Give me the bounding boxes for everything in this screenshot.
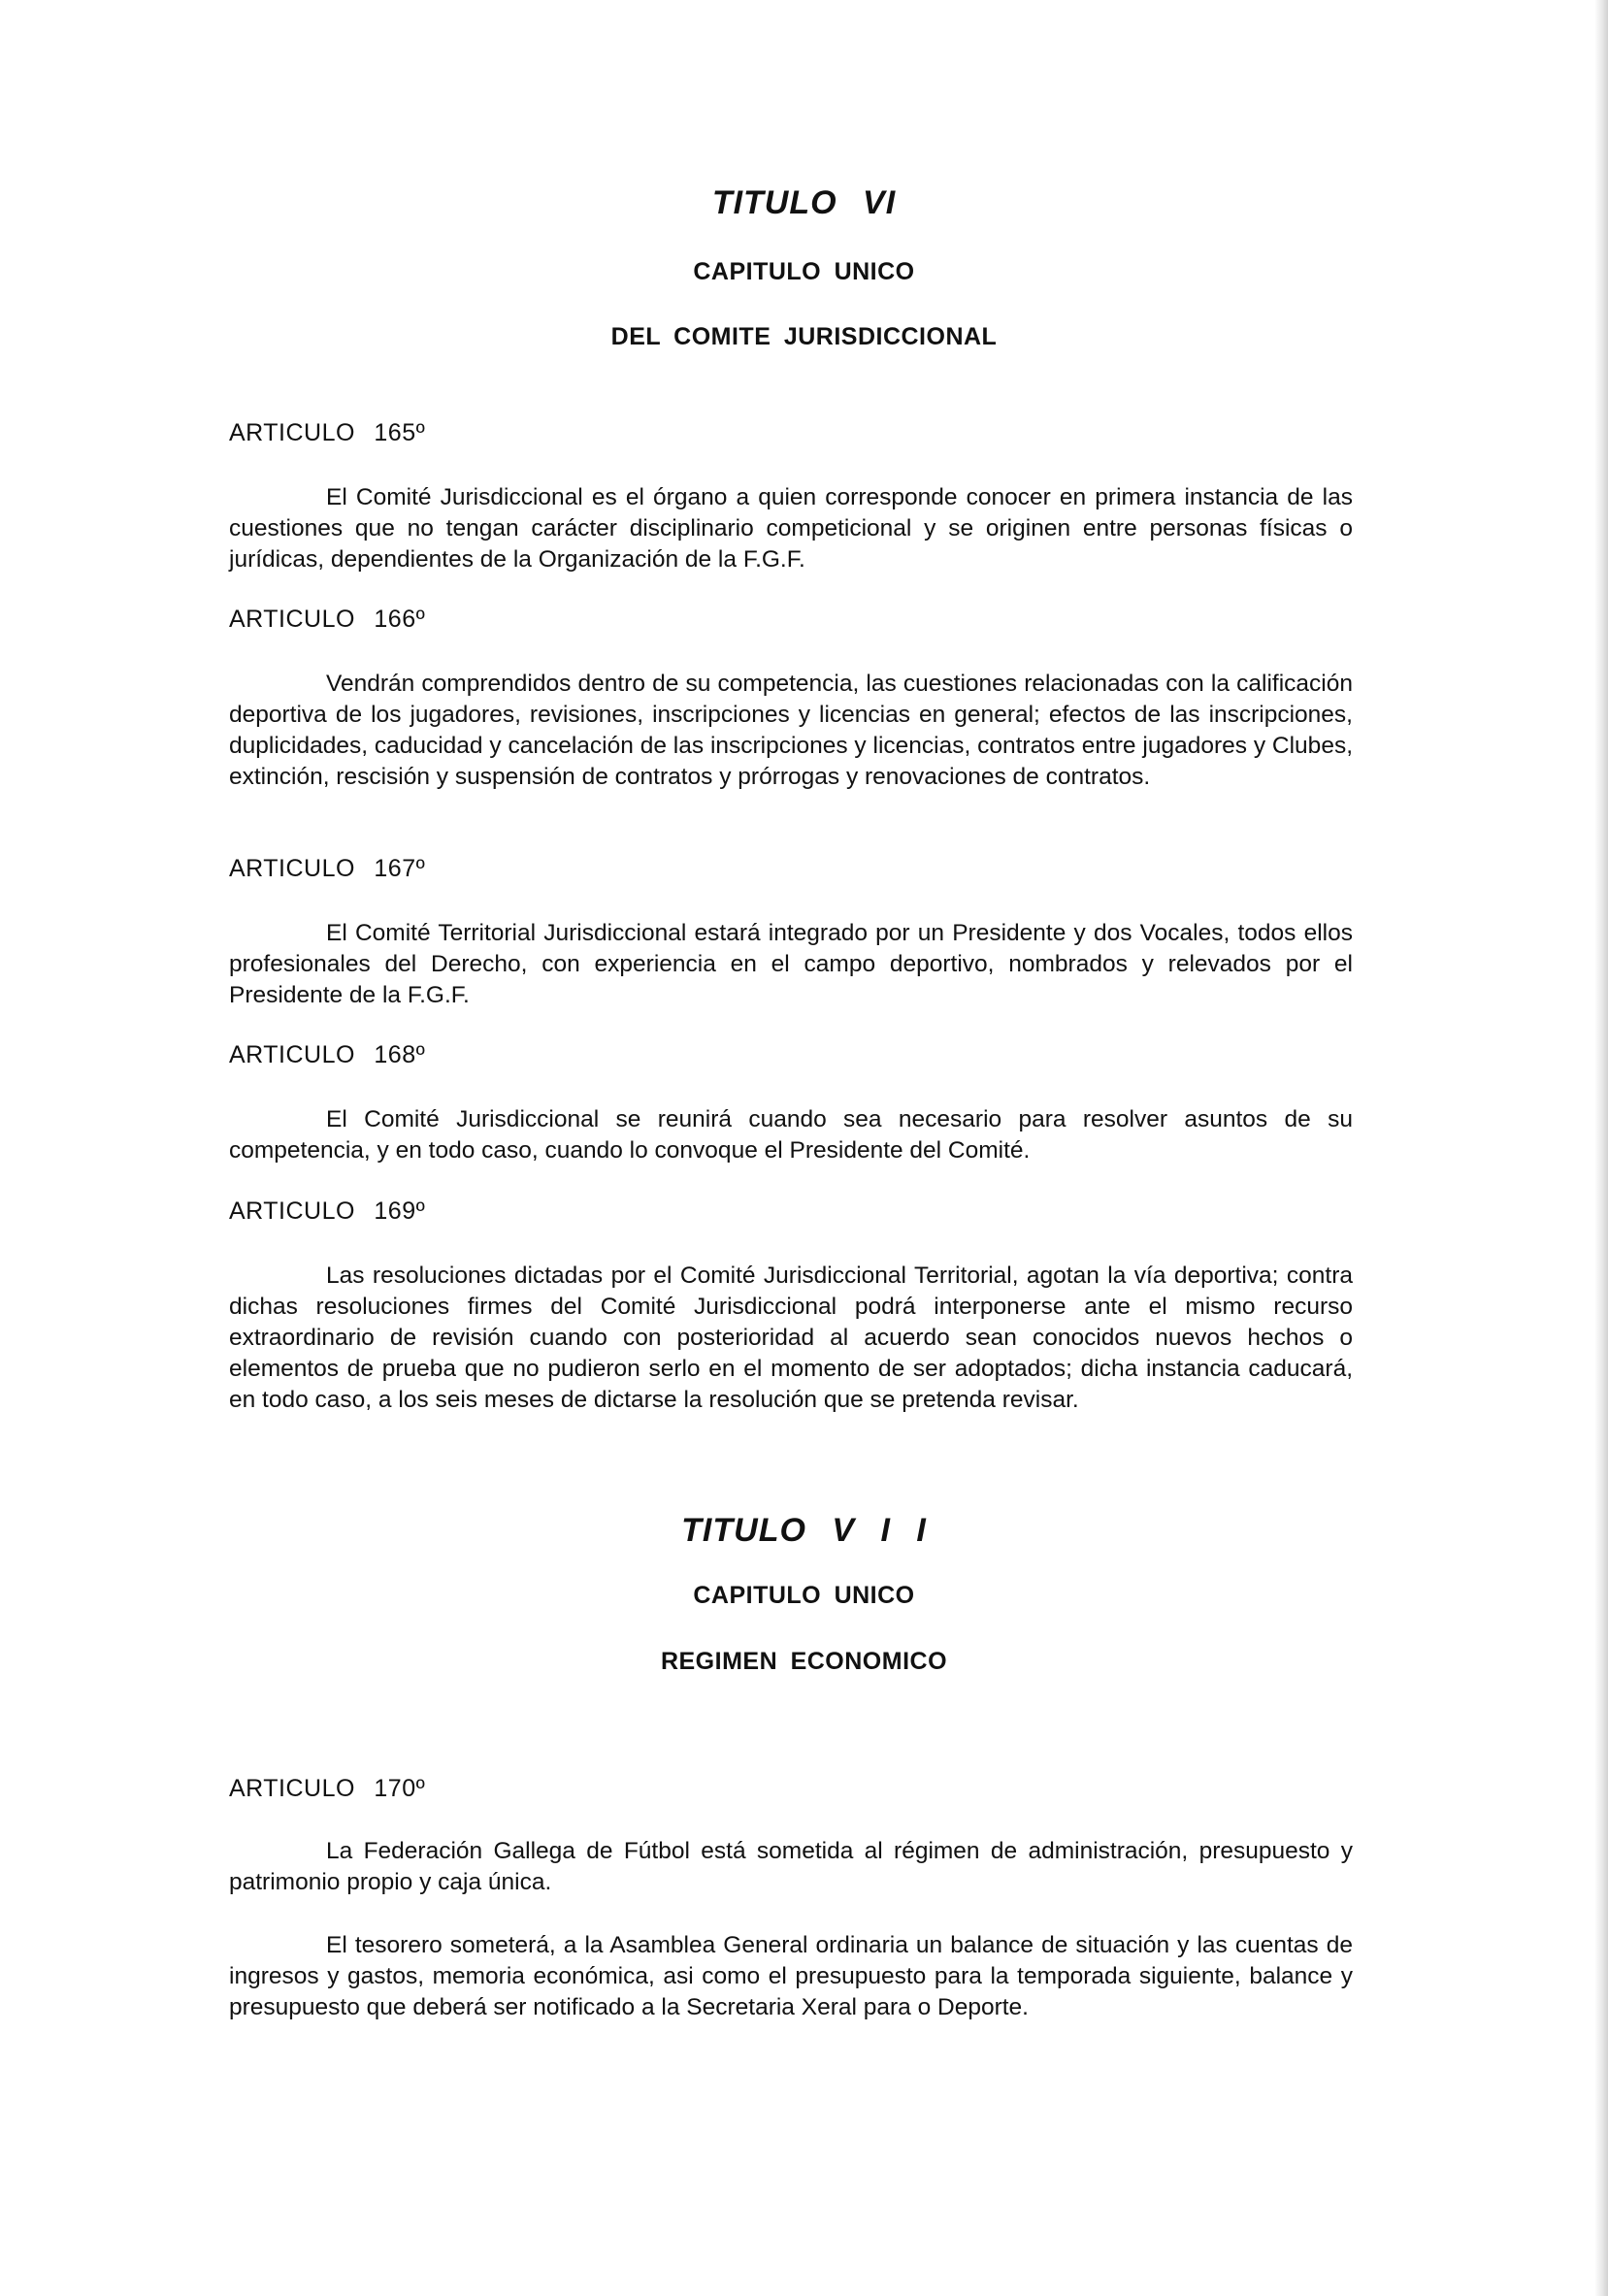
- titulo-vi-subtitle: DEL COMITE JURISDICCIONAL: [610, 323, 998, 350]
- article-168-label: ARTICULO 168º: [229, 1041, 426, 1068]
- article-165-label: ARTICULO 165º: [229, 419, 426, 446]
- titulo-vi-chapter: CAPITULO UNICO: [693, 258, 915, 285]
- article-170-text-1: La Federación Gallega de Fútbol está sometida al régimen de administración, presupuesto y patrimonio propio y caja única.: [229, 1838, 1353, 1895]
- article-170-text-2: El tesorero someterá, a la Asamblea General ordinaria un balance de situación y las cuentas de ingresos y gastos, memoria económica, asi como el presupuesto para la temporada siguiente, balance y presupuesto que deberá ser notificado a la Secretaria Xeral para o Deporte.: [229, 1932, 1353, 2020]
- article-167-label: ARTICULO 167º: [229, 855, 426, 882]
- article-167-text: El Comité Territorial Jurisdiccional estará integrado por un Presidente y dos Vocales, todos ellos profesionales del Derecho, con experiencia en el campo deportivo, nombrados y relevados por el Presidente de la F.G.F.: [229, 920, 1353, 1008]
- titulo-vii-chapter: CAPITULO UNICO: [693, 1582, 915, 1609]
- titulo-vi-title: TITULO VI: [711, 184, 897, 221]
- article-168-text: El Comité Jurisdiccional se reunirá cuando sea necesario para resolver asuntos de su competencia, y en todo caso, cuando lo convoque el Presidente del Comité.: [229, 1106, 1353, 1164]
- article-166-label: ARTICULO 166º: [229, 606, 426, 633]
- article-166-text: Vendrán comprendidos dentro de su competencia, las cuestiones relacionadas con la calificación deportiva de los jugadores, revisiones, inscripciones y licencias en general; efectos de las inscripciones, duplicidades, caducidad y cancelación de las inscripciones y licencias, contratos entre jugadores y Clubes, extinción, rescisión y suspensión de contratos y prórrogas y renovaciones de contratos.: [229, 671, 1353, 790]
- titulo-vii-subtitle: REGIMEN ECONOMICO: [660, 1648, 948, 1675]
- article-169-label: ARTICULO 169º: [229, 1197, 426, 1225]
- article-165-text: El Comité Jurisdiccional es el órgano a quien corresponde conocer en primera instancia de las cuestiones que no tengan carácter disciplinario competicional y se originen entre personas físicas o jurídicas, dependientes de la Organización de la F.G.F.: [229, 484, 1353, 573]
- article-169-text: Las resoluciones dictadas por el Comité Jurisdiccional Territorial, agotan la vía deportiva; contra dichas resoluciones firmes del Comité Jurisdiccional podrá interponerse ante el mismo recurso extraordinario de revisión cuando con posterioridad al acuerdo sean conocidos nuevos hechos o elementos de prueba que no pudieron serlo en el momento de ser adoptados; dicha instancia caducará, en todo caso, a los seis meses de dictarse la resolución que se pretenda revisar.: [229, 1263, 1353, 1413]
- article-170-label: ARTICULO 170º: [229, 1775, 426, 1802]
- titulo-vii-title: TITULO V I I: [681, 1512, 927, 1549]
